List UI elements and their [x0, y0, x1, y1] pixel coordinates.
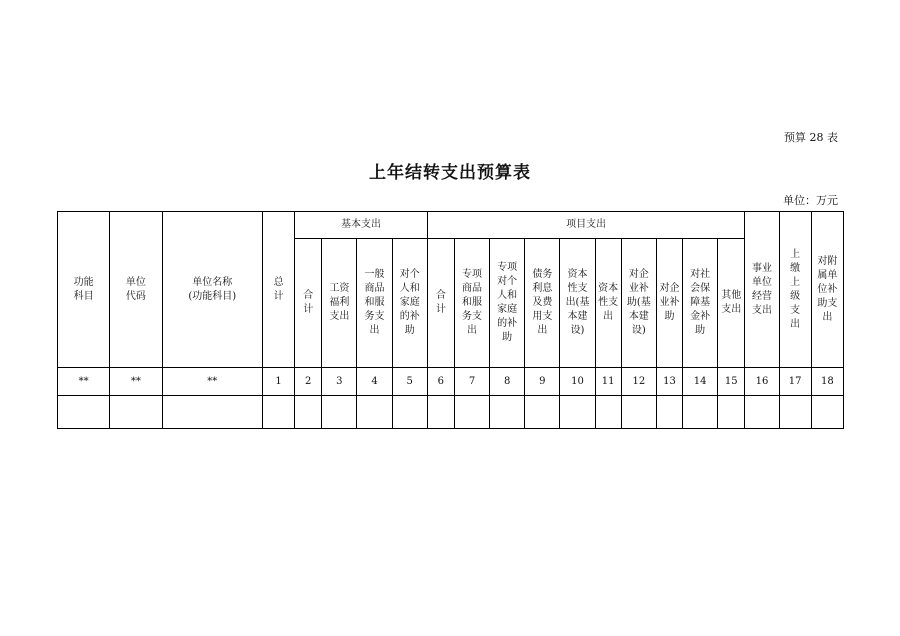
index-cell: 15: [718, 368, 745, 396]
empty-cell: [779, 396, 811, 429]
index-cell: 9: [525, 368, 560, 396]
header-basic-goods: 一般 商品 和服 务支 出: [357, 239, 392, 368]
empty-data-row: [58, 396, 844, 429]
empty-cell: [263, 396, 295, 429]
header-total: 总 计: [263, 212, 295, 368]
header-proj-household: 专项 对个 人和 家庭 的补 助: [490, 239, 525, 368]
empty-cell: [392, 396, 427, 429]
empty-cell: [621, 396, 656, 429]
header-proj-goods: 专项 商品 和服 务支 出: [454, 239, 489, 368]
header-basic-wage: 工资 福利 支出: [322, 239, 357, 368]
index-cell: 1: [263, 368, 295, 396]
unit-label: 单位：万元: [783, 194, 838, 207]
header-proj-debt: 债务 利息 及费 用支 出: [525, 239, 560, 368]
index-cell: 8: [490, 368, 525, 396]
header-proj-total: 合 计: [427, 239, 454, 368]
empty-cell: [454, 396, 489, 429]
index-cell: 11: [595, 368, 621, 396]
index-cell: 13: [656, 368, 682, 396]
empty-cell: [162, 396, 263, 429]
empty-cell: [595, 396, 621, 429]
index-cell: 18: [811, 368, 843, 396]
header-proj-social: 对社 会保 障基 金补 助: [683, 239, 718, 368]
header-upper-pay: 上 缴 上 级 支 出: [779, 212, 811, 368]
empty-cell: [490, 396, 525, 429]
form-code: 预算 28 表: [784, 131, 838, 144]
page-title: 上年结转支出预算表: [369, 163, 531, 183]
index-cell: 14: [683, 368, 718, 396]
header-gongneng-kemu: 功能 科目: [58, 212, 110, 368]
header-biz-ops: 事业 单位 经营 支出: [745, 212, 779, 368]
empty-cell: [322, 396, 357, 429]
header-danwei-mingcheng: 单位名称 (功能科目): [162, 212, 263, 368]
empty-cell: [718, 396, 745, 429]
empty-cell: [656, 396, 682, 429]
header-proj-other: 其他 支出: [718, 239, 745, 368]
index-cell: 17: [779, 368, 811, 396]
header-basic-group: 基本支出: [295, 212, 428, 239]
empty-cell: [745, 396, 779, 429]
empty-cell: [295, 396, 322, 429]
index-cell: 6: [427, 368, 454, 396]
index-cell: 5: [392, 368, 427, 396]
index-cell: 12: [621, 368, 656, 396]
index-row: [58, 368, 844, 396]
empty-cell: [683, 396, 718, 429]
header-proj-capital-build: 资本 性支 出(基 本建 设): [560, 239, 595, 368]
header-danwei-daima: 单位 代码: [110, 212, 162, 368]
header-basic-total: 合 计: [295, 239, 322, 368]
index-cell: 3: [322, 368, 357, 396]
index-cell: **: [58, 368, 110, 396]
empty-cell: [525, 396, 560, 429]
empty-cell: [560, 396, 595, 429]
budget-table: [57, 211, 844, 429]
header-proj-ent-build: 对企 业补 助(基 本建 设): [621, 239, 656, 368]
header-subsidiary: 对附 属单 位补 助支 出: [811, 212, 843, 368]
empty-cell: [811, 396, 843, 429]
index-cell: 10: [560, 368, 595, 396]
header-proj-ent: 对企 业补 助: [656, 239, 682, 368]
index-cell: 7: [454, 368, 489, 396]
header-basic-household: 对个 人和 家庭 的补 助: [392, 239, 427, 368]
index-cell: 4: [357, 368, 392, 396]
index-cell: **: [162, 368, 263, 396]
empty-cell: [110, 396, 162, 429]
empty-cell: [58, 396, 110, 429]
empty-cell: [357, 396, 392, 429]
index-cell: 16: [745, 368, 779, 396]
header-project-group: 项目支出: [427, 212, 745, 239]
header-proj-capital: 资本 性支 出: [595, 239, 621, 368]
empty-cell: [427, 396, 454, 429]
index-cell: **: [110, 368, 162, 396]
index-cell: 2: [295, 368, 322, 396]
